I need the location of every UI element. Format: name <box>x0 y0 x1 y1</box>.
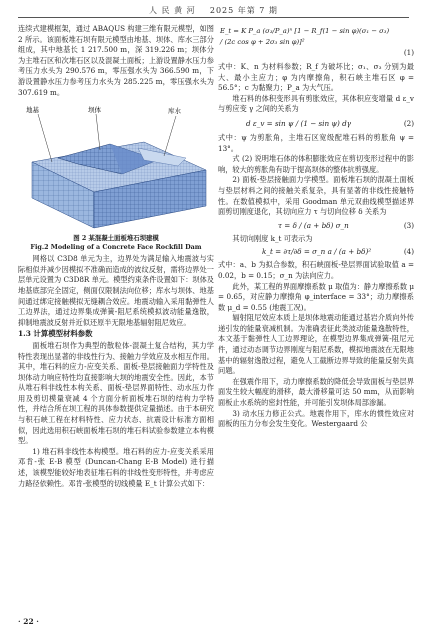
equation-number: (2) <box>403 118 414 128</box>
leader-line <box>38 114 52 162</box>
figure-caption-en: Fig.2 Modeling of a Concrete Face Rockfill Dam <box>30 242 202 251</box>
paragraph: 其切向刚度 k_t 可表示为 <box>232 233 313 243</box>
paragraph: 辐射阻尼效应本质上是坝体地震动能通过基岩介质向外传递引发的能量衰减机制。为准确表征此类波动能量逸散特性，本文基于黏弹性人工边界理论，在模型边界集成弹簧-阻尼元件，通过动态调节边界刚度与阻尼系数，模拟地震波在无限地基中的辐射逸散过程，避免人工截断边界导致的能量反射失真问题。 <box>218 313 414 376</box>
section-heading: 1.3 计算模型材料参数 <box>18 329 93 339</box>
paragraph: 式 (2) 说明堆石体的体积膨胀效应在剪切变形过程中的影响，较大的剪胀角有助于提高坝体的整体抗剪强度。 <box>218 154 414 174</box>
figure-2 <box>18 100 214 234</box>
paragraph: 式中：ψ 为剪胀角，主堆石区宽级配堆石料的剪胀角 ψ = 13°。 <box>218 132 414 153</box>
journal-header <box>0 5 427 16</box>
label-reservoir: 库水 <box>168 107 181 116</box>
label-dam: 坝体 <box>88 106 101 115</box>
equation-4-body: k_t = ∂τ/∂δ = σ_n a / (a + bδ)² <box>262 247 372 257</box>
paragraph: 连续式建模框架，通过 ABAQUS 构建三维有限元模型，如图 2 所示。该面板堆石坝有限元模型由地基、坝体、库水三部分组成，其中地基长 1 217.500 m，深 319.226 m；坝体分为主堆石区和次堆石区以及混凝土面板；上游设置静水压力参考压力水头为 290.576 m，零压强水头为 366.590 m，下游设置静水压力参考压力水头为 285.225 m，零压强水头为 307.619 m。 <box>18 24 214 97</box>
label-foundation: 地基 <box>26 106 39 115</box>
equation-3-body: τ = δ / (a + bδ) σ_n <box>278 220 349 230</box>
right-column <box>218 24 414 430</box>
leader-line <box>164 116 176 156</box>
paragraph: 在强震作用下，动力摩擦系数的降低会导致面板与垫层界面发生较大幅度的滑移，最大滑移量可达 50 mm，从而影响面板止水系统的密封性能，并可能引发坝体局部渗漏。 <box>218 376 414 408</box>
equation-number: (4) <box>403 247 414 257</box>
equation-1 <box>218 24 414 62</box>
header-rule <box>18 17 409 18</box>
paragraph: 2) 面板-垫层接触面力学模型。面板堆石坝的混凝土面板与垫层材料之间的接触关系复杂，具有显著的非线性接触特性。在数值模拟中，采用 Goodman 单元双曲线模型描述界面剪切刚度退化，其切向应力 τ 与切向位移 δ 关系为 <box>218 175 414 217</box>
page-header <box>0 0 427 20</box>
left-column <box>18 24 214 489</box>
paragraph: 堆石料的体积变形具有剪胀效应，其体积应变增量 d ε_v 与剪应变 γ 之间的关系为 <box>218 93 414 114</box>
page-number: · 22 · <box>18 617 39 626</box>
equation-1-body: E_t = K P_a (σ₃/P_a)ⁿ [1 − R_f(1 − sin φ)(σ₁ − σ₃) / (2c cos φ + 2σ₃ sin φ)]² <box>220 27 390 46</box>
paragraph: 网格以 C3D8 单元为主，边界处为满足输入地震波与实际相似并减少因模拟不准确而造成的波纹反射，需将边界处一层单元设置为 C3D8R 单元。模型约束条件设置如下：坝体及地基底部完全固定，侧面仅限制法向位移；库水与坝体、地基间通过绑定接触模拟无缝耦合效应。地震动输入采用黏弹性人工边界法，通过边界集成弹簧-阻尼系统模拟波动能量逸散，抑制地震波反射并近似还原半无限地基辐射阻尼效应。 <box>18 254 214 327</box>
paragraph: 式中：a、b 为拟合参数，积石峡面板-垫层界面试验取值 a = 0.02，b = 0.15；σ_n 为法向应力。 <box>218 260 414 280</box>
leader-line <box>96 114 100 150</box>
paragraph: 1) 堆石料非线性本构模型。堆石料的应力-应变关系采用邓肯-张 E-B 模型 (Duncan-Chang E-B Model) 进行描述，该模型能较好地表征堆石料的非线性变形特性，并考虑应力路径依赖性。邓肯-张模型的切线模量 E_t 计算公式如下： <box>18 446 214 488</box>
equation-2-body: d ε_v = sin ψ / (1 − sin ψ) dγ <box>246 118 352 128</box>
paragraph: 式中：K、n 为材料参数；R_f 为破坏比；σ₁、σ₃ 分别为最大、最小主应力；φ 为内摩擦角，积石峡主堆石区 φ = 56.5°；c 为黏聚力；P_a 为大气压。 <box>218 62 414 93</box>
equation-2 <box>218 115 414 133</box>
paragraph: 此外，某工程的界面摩擦系数 μ 取值为：静力摩擦系数 μ = 0.65，对应静力摩擦角 φ_interface = 33°；动力摩擦系数 μ_d = 0.55 (地震工况)。 <box>218 281 414 312</box>
paragraph: 3) 动水压力修正公式。地震作用下，库水的惯性效应对面板的压力分布会发生变化。Westergaard 公 <box>218 408 414 429</box>
journal-name: 人 民 黄 河 <box>149 6 196 15</box>
paragraph: 面板堆石坝作为典型的散粒体-混凝土复合结构，其力学特性表现出显著的非线性行为、接触力学效应及水相互作用。其中，堆石料的应力-应变关系、面板-垫层接触面力学特性及坝体动力响应特性均直接影响大坝的地震安全性。因此，本节从堆石料非线性本构关系、面板-垫层界面特性、动水压力作用及剪切模量衰减 4 个方面分析面板堆石坝的结构力学特性，并结合所在坝工程的具体参数提供定量描述。由于本研究与积石峡工程在材料特性、应力状态、抗震设计标准方面相似，因此选用积石峡面板堆石坝的堆石料试验参数建立本构模型。 <box>18 340 214 446</box>
equation-3 <box>218 218 414 234</box>
figure-caption-cn: 图 2 某混凝土面板堆石坝建模 <box>73 234 159 243</box>
equation-number: (3) <box>403 220 414 230</box>
issue-label: 2025 年第 7 期 <box>209 6 278 15</box>
equation-number: (1) <box>403 48 414 57</box>
dam-mesh-figure <box>18 100 214 234</box>
equation-4 <box>218 244 414 260</box>
